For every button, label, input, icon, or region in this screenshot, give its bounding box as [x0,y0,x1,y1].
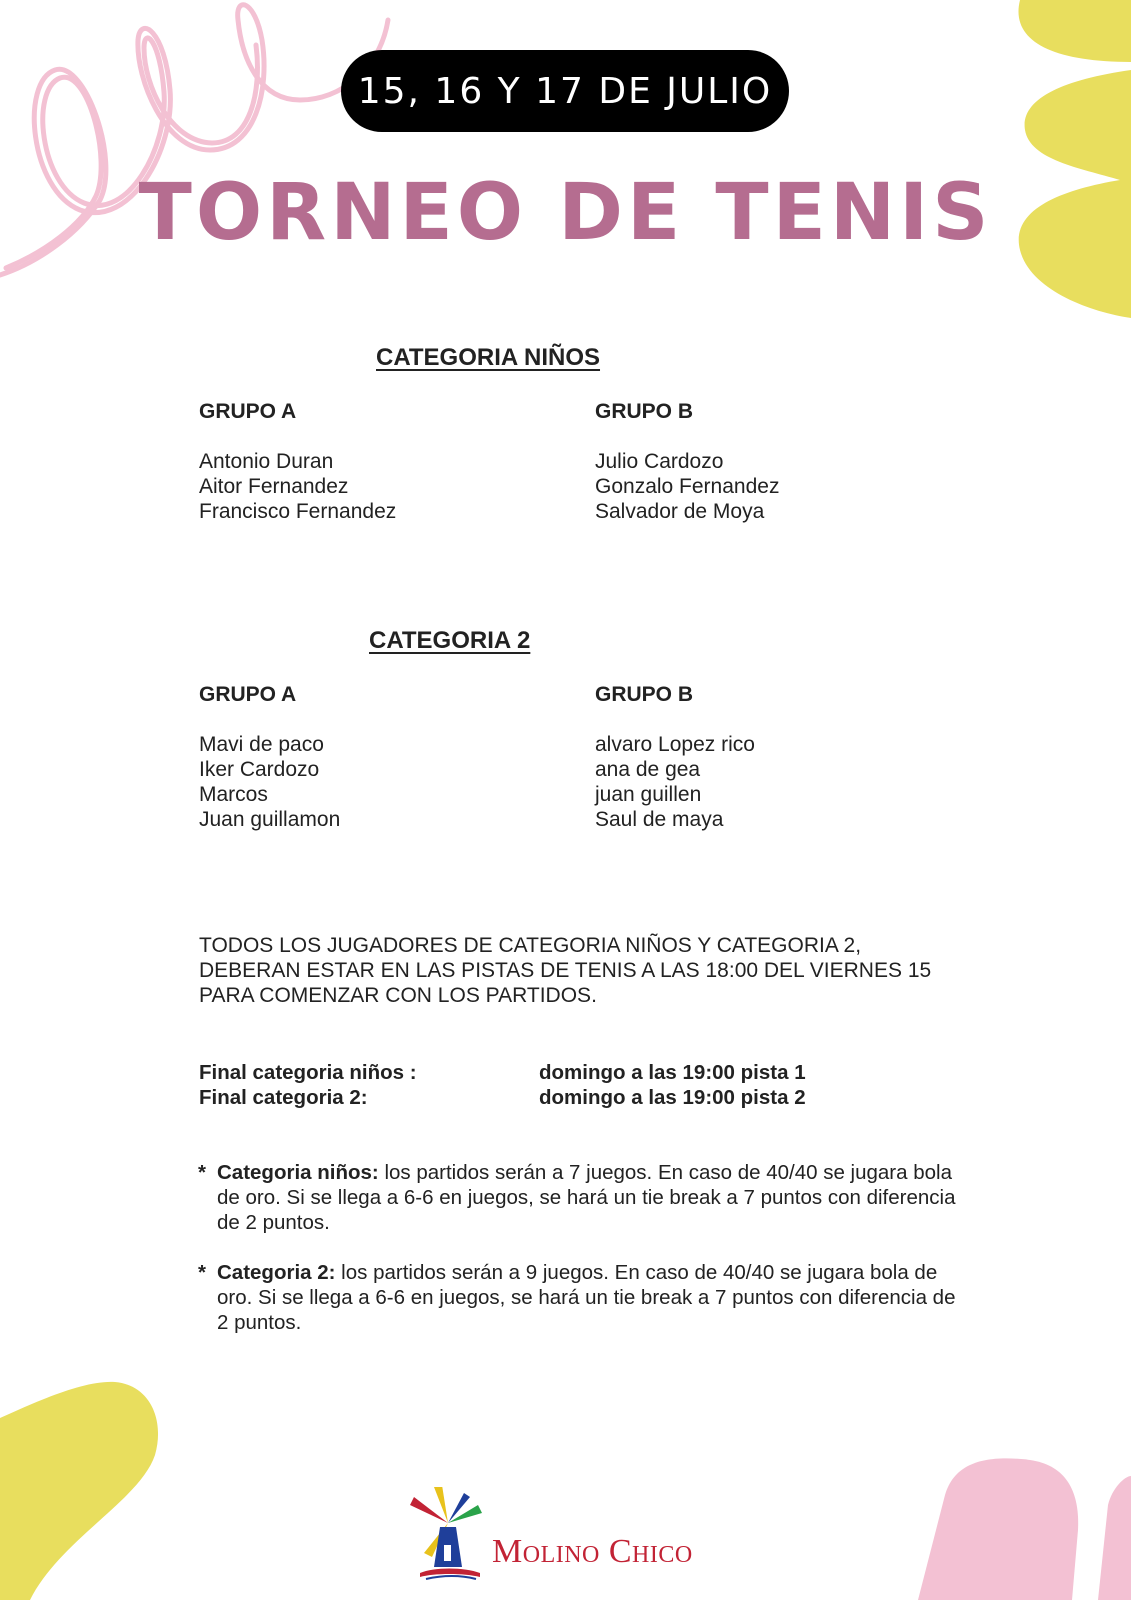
list-item: Antonio Duran [199,450,334,473]
final-time: domingo a las 19:00 pista 1 [539,1061,806,1084]
rule-lead: Categoria 2: [217,1261,336,1284]
date-badge [341,50,789,132]
final-label: Final categoria niños : [199,1061,417,1084]
schedule-notice: TODOS LOS JUGADORES DE CATEGORIA NIÑOS Y CATEGORIA 2, DEBERAN ESTAR EN LAS PISTAS DE TENIS A LAS 18:00 DEL VIERNES 15 PARA COMENZAR CON LOS PARTIDOS. [199,934,932,1007]
yellow-blob-top-right [1018,0,1131,318]
logo-text: Molino Chico [492,1533,693,1570]
date-text: 15, 16 Y 17 DE JULIO [357,70,773,112]
rule-item [198,1260,968,1335]
pink-blob-bottom-right [918,1458,1078,1600]
list-item: Gonzalo Fernandez [595,475,780,498]
group-b-heading: GRUPO B [595,400,694,423]
category-title-ninos: CATEGORIA NIÑOS [376,344,601,371]
pink-blob-bottom-right-edge [1098,1476,1131,1600]
category-title-2: CATEGORIA 2 [369,627,531,654]
rule-body: los partidos serán a 9 juegos. En caso de 40/40 se jugara bola de oro. Si se llega a 6-6 en juegos, se hará un tie break a 7 puntos con diferencia de 2 puntos. [217,1261,956,1334]
group-a-heading: GRUPO A [199,683,297,706]
yellow-blob-bottom-left [0,1382,158,1600]
player-list [199,449,396,524]
bullet-star: * [198,1261,206,1284]
group-a-heading: GRUPO A [199,400,297,423]
list-item: Saul de maya [595,808,724,831]
list-item: Salvador de Moya [595,500,765,523]
rule-lead: Categoria niños: [217,1161,379,1184]
final-label: Final categoria 2: [199,1086,368,1109]
list-item: Iker Cardozo [199,758,320,781]
rule-text [217,1160,968,1235]
bullet-star: * [198,1161,206,1184]
list-item: Mavi de paco [199,733,324,756]
list-item: Aitor Fernandez [199,475,349,498]
rule-body: los partidos serán a 7 juegos. En caso de 40/40 se jugara bola de oro. Si se llega a 6-6 en juegos, se hará un tie break a 7 puntos con diferencia de 2 puntos. [217,1161,956,1234]
list-item: Marcos [199,783,268,806]
rule-item [198,1160,968,1235]
list-item: ana de gea [595,758,701,781]
list-item: Juan guillamon [199,808,341,831]
list-item: alvaro Lopez rico [595,733,755,756]
page-title: TORNEO DE TENIS [138,168,993,258]
list-item: Francisco Fernandez [199,500,397,523]
player-list [199,732,340,832]
molino-chico-logo [404,1487,704,1583]
list-item: juan guillen [595,783,702,806]
rule-text [217,1260,968,1335]
group-b-heading: GRUPO B [595,683,694,706]
final-time: domingo a las 19:00 pista 2 [539,1086,806,1109]
player-list [595,732,755,832]
list-item: Julio Cardozo [595,450,724,473]
player-list [595,449,779,524]
windmill-icon [404,1487,494,1583]
